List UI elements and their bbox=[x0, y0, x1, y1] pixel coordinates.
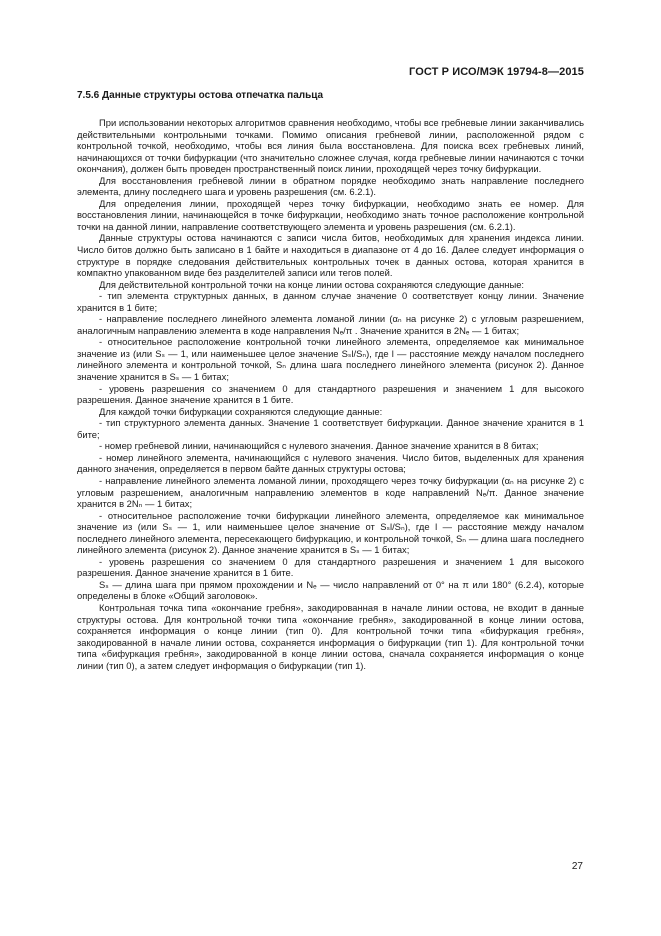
document-header: ГОСТ Р ИСО/МЭК 19794-8—2015 bbox=[409, 66, 584, 78]
paragraph: Для действительной контрольной точки на конце линии остова сохраняются следующие данные: bbox=[99, 278, 525, 290]
section-title: 7.5.6 Данные структуры остова отпечатка пальца bbox=[77, 90, 324, 101]
body-text bbox=[77, 117, 584, 671]
paragraph: Данные структуры остова начинаются с записи числа битов, необходимых для хранения индекса линии. Число битов должно быть записано в 1 байте и находиться в диапазоне от 4 до 16. Далее следует информация о структуре в порядке следования действительных контрольных точек в данных остова, которая хранится в компактно упакованном виде без разделителей записи или тегов полей. bbox=[77, 232, 584, 279]
paragraph: Sₛ — длина шага при прямом прохождении и Nₑ — число направлений от 0° на π или 180° (6.2.4), которые определены в блоке «Общий заголовок». bbox=[77, 578, 584, 602]
list-item: - направление последнего линейного элемента ломаной линии (αₙ на рисунке 2) с угловым разрешением, аналогичным направлению элемента в коде направления Nₑ/π . Значение хранится в 2Nₑ — 1 битах; bbox=[77, 313, 584, 336]
list-item: - уровень разрешения со значением 0 для стандартного разрешения и значением 1 для высокого разрешения. Данное значение хранится в 1 бите. bbox=[77, 382, 584, 406]
list-item: - относительное расположение точки бифуркации линейного элемента, определяемое как минимальное значение из (или Sₛ — 1, или наименьшее целое значение от Sₛl/Sₙ), где l — расстояние между началом последнего линейного элемента, пересекающего бифуркацию, и контрольной точкой, Sₙ — длина шага последнего линейного элемента (рисунок 2). Данное значение хранится в Sₛ — 1 битах; bbox=[77, 509, 584, 556]
paragraph: Для восстановления гребневой линии в обратном порядке необходимо знать направление последнего элемента, длину последнего шага и уровень разрешения (см. 6.2.1). bbox=[77, 174, 584, 198]
list-item: - номер гребневой линии, начинающийся с нулевого значения. Данное значение хранится в 8 битах; bbox=[99, 440, 539, 452]
list-item: - уровень разрешения со значением 0 для стандартного разрешения и значением 1 для высокого разрешения. Данное значение хранится в 1 бите. bbox=[77, 555, 584, 579]
list-item: - тип структурного элемента данных. Значение 1 соответствует бифуркации. Данное значение хранится в 1 бите; bbox=[77, 417, 584, 440]
paragraph: Контрольная точка типа «окончание гребня», закодированная в начале линии остова, не входит в данные структуры остова. Для контрольной точки типа «окончание гребня», закодированной в конце линии остова, сохраняется информация о конце линии (тип 0). Для контрольной точки типа «бифуркация гребня», закодированной в начале линии остова, сохраняется информация о бифуркации (тип 1). Для контрольной точки типа «бифуркация гребня», закодированной в конце линии остова, сначала сохраняется информация о конце линии (тип 0), а затем следует информация о бифуркации (тип 1). bbox=[77, 601, 584, 671]
paragraph: Для каждой точки бифуркации сохраняются следующие данные: bbox=[99, 405, 383, 417]
list-item: - тип элемента структурных данных, в данном случае значение 0 соответствует концу линии. Значение хранится в 1 бите; bbox=[77, 290, 584, 313]
list-item: - относительное расположение контрольной точки линейного элемента, определяемое как минимальное значение из (или Sₛ — 1, или наименьшее целое значение Sₛl/Sₙ), где l — расстояние между началом последнего линейного элемента и контрольной точкой, Sₙ длина шага последнего линейного элемента (рисунок 2). Данное значение хранится в Sₛ — 1 битах; bbox=[77, 336, 584, 383]
paragraph: При использовании некоторых алгоритмов сравнения необходимо, чтобы все гребневые линии заканчивались действительными контрольными точками. Помимо описания гребневой линии, расположенной рядом с контрольной точкой, необходимо, чтобы вся линия была восстановлена. Для поиска всех гребневых линий, начинающихся от точки бифуркации (что значительно сложнее случая, когда гребневые линии начинаются с точки окончания), должен быть проведен пространственный поиск линии, проходящей через точку бифуркации. bbox=[77, 117, 584, 175]
paragraph: Для определения линии, проходящей через точку бифуркации, необходимо знать ее номер. Для восстановления линии, начинающейся в точке бифуркации, необходимо знать точное расположение контрольной точки на данной линии, направление соответствующего элемента и уровень разрешения (см. 6.2.1). bbox=[77, 197, 584, 232]
list-item: - направление линейного элемента ломаной линии, проходящего через точку бифуркации (αₙ на рисунке 2) с угловым разрешением, аналогичным направлению элементов в коде направлений Nₑ/π. Данное значение хранится в 2Nₙ — 1 битах; bbox=[77, 474, 584, 510]
page-number: 27 bbox=[571, 861, 583, 872]
list-item: - номер линейного элемента, начинающийся с нулевого значения. Число битов, выделенных для хранения данного значения, определяется в первом байте данных структуры остова; bbox=[77, 451, 584, 475]
